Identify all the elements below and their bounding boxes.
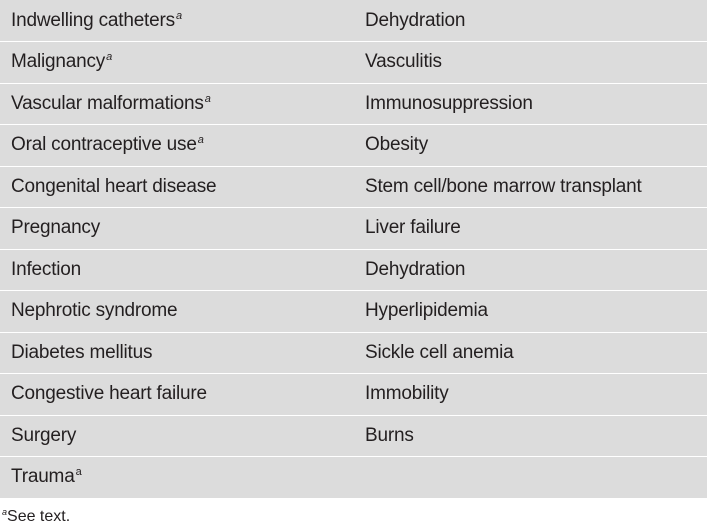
footnote-marker: a <box>106 51 113 64</box>
left-cell-text: Indwelling catheters <box>11 9 175 31</box>
left-cell-text: Trauma <box>11 466 75 488</box>
left-cell <box>0 457 354 499</box>
left-cell: Congenital heart disease <box>0 166 354 208</box>
right-cell <box>354 457 707 499</box>
right-cell: Hyperlipidemia <box>354 291 707 333</box>
right-cell: Vasculitis <box>354 42 707 84</box>
table-row <box>0 125 707 167</box>
footnote-text: See text. <box>7 508 71 525</box>
right-cell: Immunosuppression <box>354 83 707 125</box>
table-row <box>0 42 707 84</box>
table-row <box>0 0 707 42</box>
right-cell: Liver failure <box>354 208 707 250</box>
left-cell: Infection <box>0 249 354 291</box>
footnote-marker: a <box>197 134 204 147</box>
table-row <box>0 208 707 250</box>
left-cell-text: Oral contraceptive use <box>11 134 197 156</box>
left-cell: Nephrotic syndrome <box>0 291 354 333</box>
table-row <box>0 332 707 374</box>
right-cell: Obesity <box>354 125 707 167</box>
right-cell: Burns <box>354 415 707 457</box>
left-cell <box>0 125 354 167</box>
left-cell: Pregnancy <box>0 208 354 250</box>
left-cell: Surgery <box>0 415 354 457</box>
left-cell <box>0 83 354 125</box>
footnote-marker: a <box>2 507 8 517</box>
right-cell: Immobility <box>354 374 707 416</box>
table-row <box>0 83 707 125</box>
table-footnote <box>2 508 70 526</box>
table-row <box>0 457 707 499</box>
right-cell: Dehydration <box>354 0 707 42</box>
right-cell: Dehydration <box>354 249 707 291</box>
left-cell <box>0 42 354 84</box>
left-cell-text: Malignancy <box>11 51 106 73</box>
table-row <box>0 291 707 333</box>
footnote-marker: a <box>204 92 211 105</box>
table-row <box>0 166 707 208</box>
right-cell: Stem cell/bone marrow transplant <box>354 166 707 208</box>
footnote-marker: a <box>175 9 182 22</box>
table-row <box>0 374 707 416</box>
table-row <box>0 249 707 291</box>
left-cell: Diabetes mellitus <box>0 332 354 374</box>
left-cell-text: Vascular malformations <box>11 92 204 114</box>
left-cell: Congestive heart failure <box>0 374 354 416</box>
right-cell: Sickle cell anemia <box>354 332 707 374</box>
footnote-marker: a <box>75 466 82 479</box>
table-row <box>0 415 707 457</box>
left-cell <box>0 0 354 42</box>
